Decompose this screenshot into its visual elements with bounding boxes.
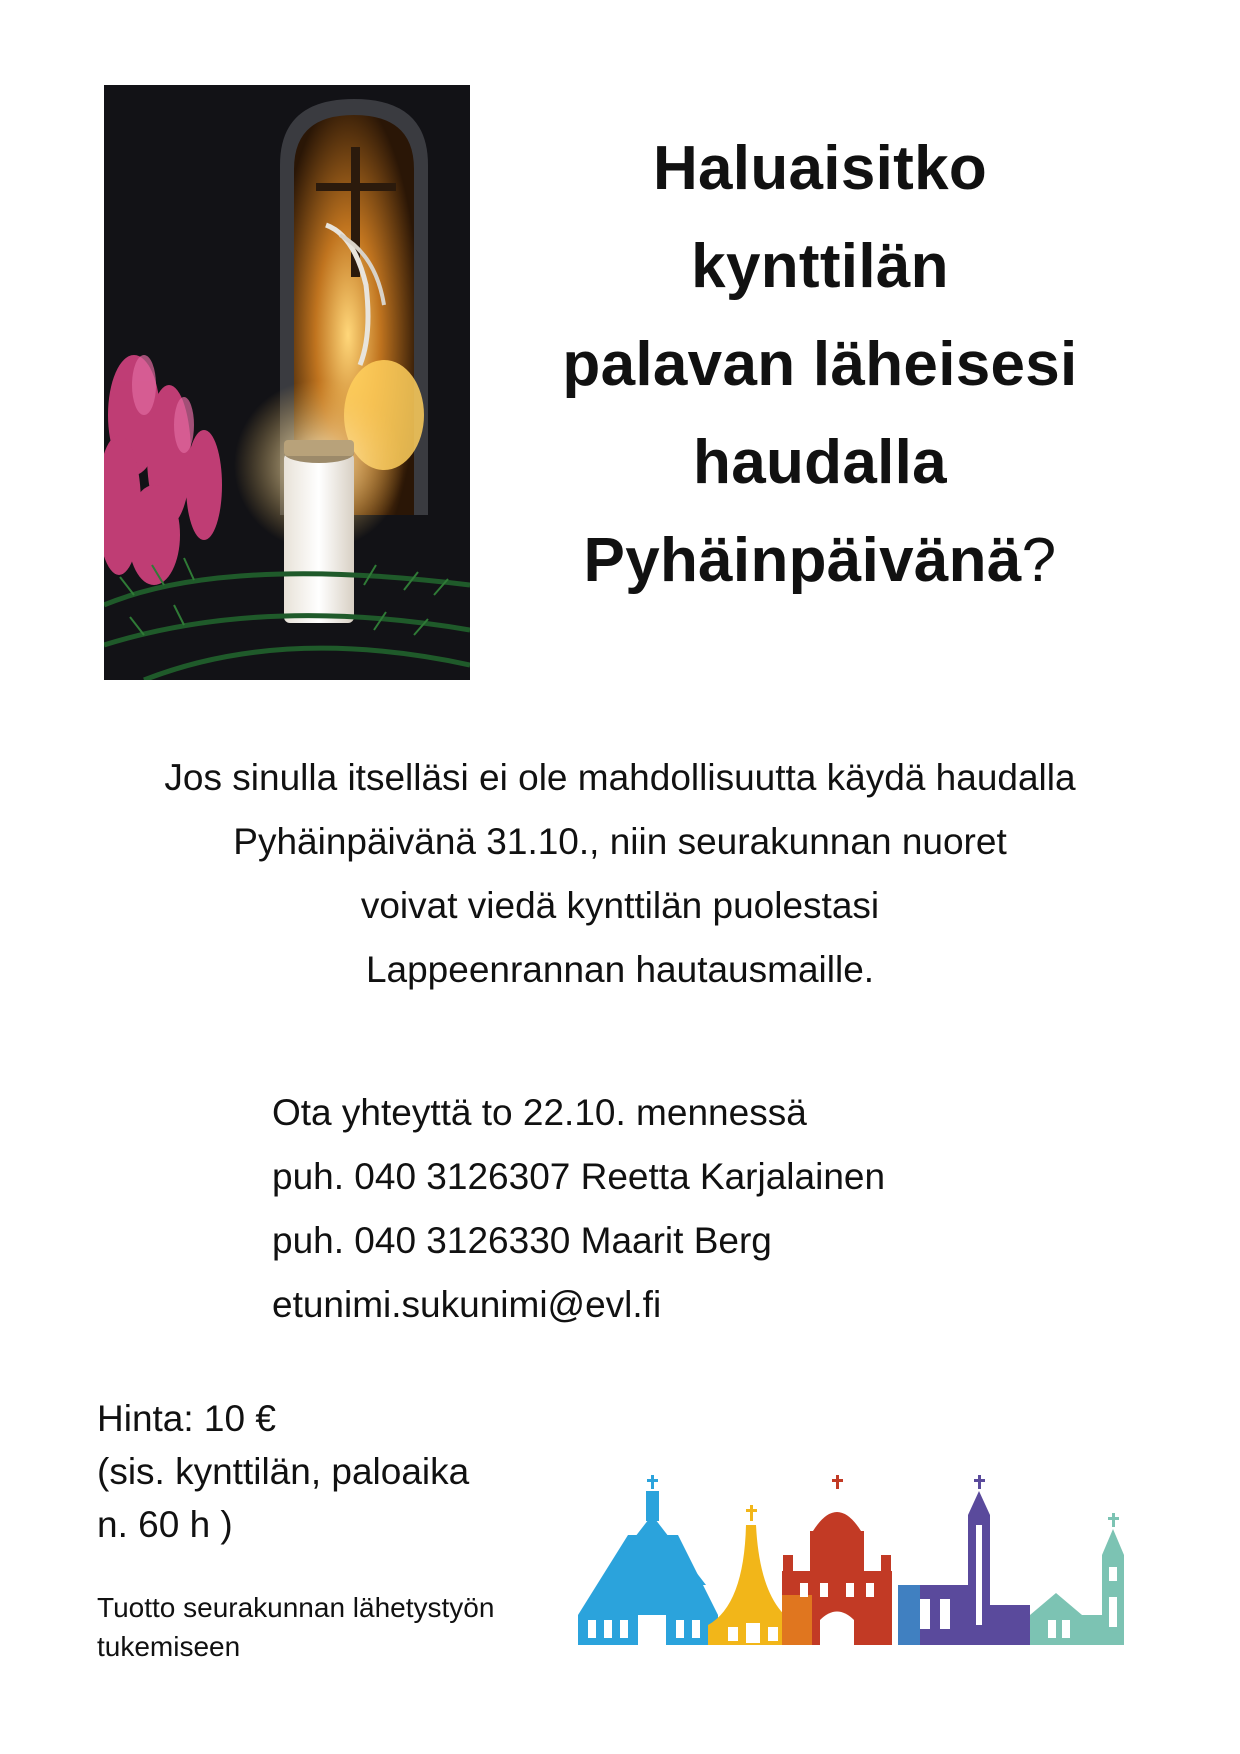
intro-line: Lappeenrannan hautausmaille.	[365, 949, 875, 990]
headline-line: Haluaisitko	[652, 134, 988, 203]
contact-deadline: Ota yhteyttä to 22.10. mennessä	[272, 1092, 807, 1133]
price-info	[97, 1392, 577, 1551]
proceeds-line: tukemiseen	[97, 1631, 241, 1662]
intro-line: Pyhäinpäivänä 31.10., niin seurakunnan nuoret	[233, 821, 1007, 862]
contact-email: etunimi.sukunimi@evl.fi	[272, 1284, 662, 1325]
headline-line: haudalla	[693, 428, 947, 497]
intro-line: Jos sinulla itselläsi ei ole mahdollisuutta käydä haudalla	[164, 757, 1076, 798]
headline-line-last	[500, 512, 1140, 610]
headline-question-mark: ?	[1021, 526, 1057, 595]
church-skyline-icon	[568, 1475, 1148, 1675]
headline	[500, 120, 1140, 610]
contact-phone-maarit: puh. 040 3126330 Maarit Berg	[272, 1220, 772, 1261]
church-skyline-logo	[568, 1475, 1148, 1675]
proceeds-note	[97, 1588, 577, 1666]
contact-details	[272, 1081, 1072, 1337]
proceeds-line: Tuotto seurakunnan lähetystyön	[97, 1592, 495, 1623]
intro-line: voivat viedä kynttilän puolestasi	[360, 885, 880, 926]
candle-at-grave-illustration	[104, 85, 470, 680]
candle-at-grave-photo	[104, 85, 470, 680]
price-line: n. 60 h )	[97, 1504, 233, 1545]
contact-phone-reetta: puh. 040 3126307 Reetta Karjalainen	[272, 1156, 886, 1197]
price-line: (sis. kynttilän, paloaika	[97, 1451, 470, 1492]
headline-line: palavan läheisesi	[562, 330, 1078, 399]
headline-line: kynttilän	[691, 232, 949, 301]
intro-paragraph	[60, 746, 1180, 1002]
price-line: Hinta: 10 €	[97, 1398, 276, 1439]
headline-word: Pyhäinpäivänä	[583, 526, 1022, 595]
